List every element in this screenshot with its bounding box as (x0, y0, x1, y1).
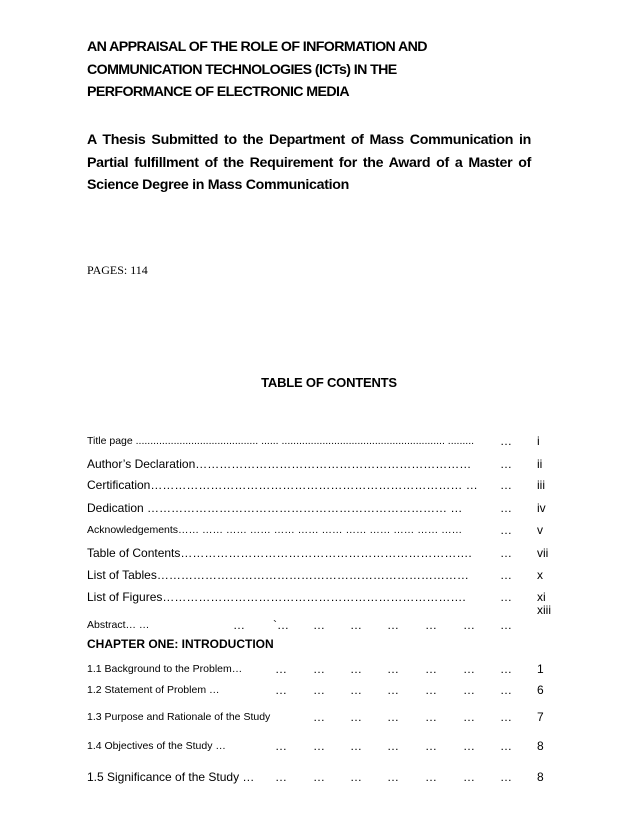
leader-dot: `… (273, 618, 289, 632)
thesis-title (87, 36, 537, 104)
toc-section-label: 1.1 Background to the Problem… (87, 663, 243, 675)
page-count: PAGES: 114 (87, 263, 148, 277)
leader-dot: … (275, 683, 287, 697)
leader-dot: … (275, 662, 287, 676)
leader-dot: … (500, 662, 512, 676)
leader-dot: … (500, 683, 512, 697)
toc-entry-label: List of Figures…………………………………………………………………. (87, 590, 466, 604)
title-line: AN APPRAISAL OF THE ROLE OF INFORMATION AND (87, 39, 427, 55)
leader-dot: … (350, 662, 362, 676)
toc-entry-page: x (537, 568, 543, 582)
toc-section-page: 6 (537, 683, 544, 697)
toc-entry (87, 455, 557, 473)
leader-dot: … (463, 770, 475, 784)
toc-entry-page: ii (537, 457, 543, 471)
toc-entry-label: Certification…………………………………………………………………… … (87, 478, 478, 492)
leader-dot: … (313, 770, 325, 784)
leader-dot: … (387, 739, 399, 753)
toc-section (87, 768, 557, 786)
toc-entry-label: Dedication ………………………………………………………………… … (87, 501, 463, 515)
toc-entry (87, 521, 557, 539)
leader-dot: … (350, 739, 362, 753)
leader-dot: … (350, 710, 362, 724)
chapter-heading: CHAPTER ONE: INTRODUCTION (87, 637, 274, 651)
toc-entry-ellipsis: … (500, 478, 512, 492)
toc-entry-ellipsis: … (500, 501, 512, 515)
leader-dot: … (313, 618, 325, 632)
leader-dot: … (463, 739, 475, 753)
toc-entry-abstract (87, 603, 557, 634)
leader-dot: … (500, 739, 512, 753)
leader-dot: … (425, 618, 437, 632)
toc-section-page: 8 (537, 739, 544, 753)
title-line: COMMUNICATION TECHNOLOGIES (ICTs) IN THE (87, 61, 397, 78)
toc-entry-label: List of Tables…………………………………………………………………… (87, 568, 469, 582)
leader-dot: … (350, 683, 362, 697)
leader-dot: … (463, 618, 475, 632)
leader-dot: … (463, 662, 475, 676)
toc-entry (87, 544, 557, 562)
toc-section (87, 660, 557, 678)
toc-entry-ellipsis: … (500, 568, 512, 582)
leader-dot: … (387, 662, 399, 676)
leader-dot: … (387, 618, 399, 632)
toc-entry-ellipsis: … (500, 434, 512, 448)
leader-dot: … (387, 770, 399, 784)
toc-entry-label: Acknowledgements…… …… …… …… …… …… …… …… …… …… …… …… (87, 524, 463, 536)
toc-entry-page: v (537, 523, 543, 537)
toc-section-label: 1.3 Purpose and Rationale of the Study (87, 711, 271, 723)
leader-dot: … (313, 739, 325, 753)
toc-section-label: 1.4 Objectives of the Study … (87, 740, 226, 752)
leader-dot: … (275, 770, 287, 784)
leader-dot: … (350, 618, 362, 632)
toc-entry-page: vii (537, 546, 549, 560)
leader-dot: … (233, 618, 245, 632)
leader-dot: … (350, 770, 362, 784)
toc-entry-label: Abstract… … (87, 619, 150, 631)
toc-section-label: 1.5 Significance of the Study … (87, 770, 255, 784)
thesis-statement: A Thesis Submitted to the Department of Mass Communication in Partial fulfillment of the Requirement for the Award of a Master of Science Degree in Mass Communication (87, 132, 531, 193)
leader-dot: … (425, 710, 437, 724)
leader-dot: … (387, 710, 399, 724)
leader-dot: … (425, 683, 437, 697)
toc-section (87, 708, 557, 726)
toc-section-page: 8 (537, 770, 544, 784)
toc-section (87, 681, 557, 699)
leader-dot: … (463, 710, 475, 724)
leader-dot: … (500, 710, 512, 724)
title-line: PERFORMANCE OF ELECTRONIC MEDIA (87, 84, 349, 100)
leader-dot: … (425, 662, 437, 676)
toc-entry-ellipsis: … (500, 590, 512, 604)
leader-dot: … (463, 683, 475, 697)
toc-entry-label: Title page .......................................... ...... ........................................................ ......... (87, 435, 475, 447)
toc-entry (87, 476, 557, 494)
toc-section (87, 737, 557, 755)
leader-dot: … (387, 683, 399, 697)
toc-entry-page: iv (537, 501, 546, 515)
leader-dot: … (313, 662, 325, 676)
leader-dot: … (500, 618, 512, 632)
toc-entry (87, 588, 557, 606)
toc-section-page: 1 (537, 662, 544, 676)
leader-dot: … (500, 770, 512, 784)
leader-dot: … (425, 770, 437, 784)
toc-entry-ellipsis: … (500, 457, 512, 471)
toc-entry-label: Table of Contents………………………………………………………………. (87, 546, 472, 560)
toc-entry-page: xi (537, 590, 546, 604)
toc-section-page: 7 (537, 710, 544, 724)
toc-entry-page: i (537, 434, 540, 448)
leader-dot: … (275, 739, 287, 753)
toc-heading: TABLE OF CONTENTS (261, 375, 397, 390)
toc-entry-ellipsis: … (500, 546, 512, 560)
toc-entry (87, 499, 557, 517)
toc-entry-ellipsis: … (500, 523, 512, 537)
toc-entry (87, 432, 557, 450)
leader-dot: … (425, 739, 437, 753)
toc-entry (87, 566, 557, 584)
leader-dot: … (313, 683, 325, 697)
leader-dot: … (313, 710, 325, 724)
toc-entry-page: xiii (537, 603, 551, 617)
toc-entry-label: Author’s Declaration…………………………………………………………… (87, 457, 472, 471)
toc-section-label: 1.2 Statement of Problem … (87, 684, 220, 696)
toc-entry-page: iii (537, 478, 545, 492)
